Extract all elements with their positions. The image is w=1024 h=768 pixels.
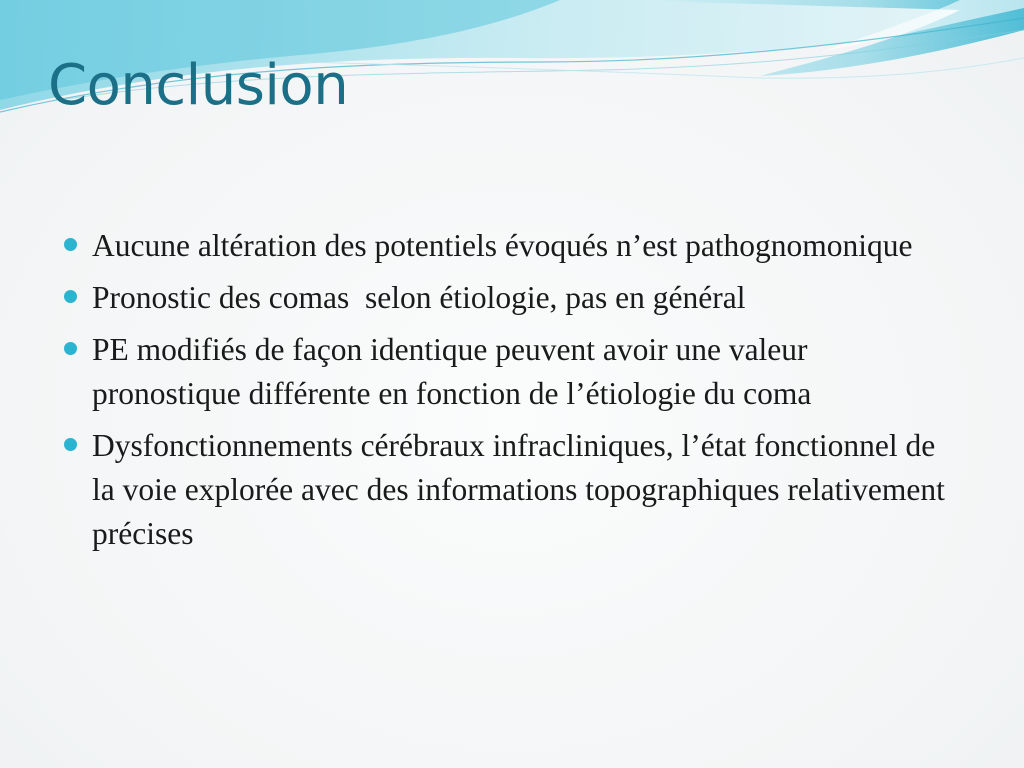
bullet-item (60, 424, 960, 556)
bullet-list (60, 224, 960, 564)
slide-title: Conclusion (48, 53, 349, 118)
bullet-dot-icon (64, 290, 77, 303)
bullet-dot-icon (64, 342, 77, 355)
bullet-item (60, 328, 960, 416)
bullet-text: Dysfonctionnements cérébraux infracliniques, l’état fonctionnel de la voie explorée avec des informations topographiques relativement précises (92, 428, 953, 551)
bullet-text: Pronostic des comas selon étiologie, pas en général (92, 280, 746, 315)
bullet-text: Aucune altération des potentiels évoqués n’est pathognomonique (92, 228, 913, 263)
bullet-text: PE modifiés de façon identique peuvent avoir une valeur pronostique différente en fonction de l’étiologie du coma (92, 332, 816, 411)
bullet-item (60, 276, 960, 320)
bullet-dot-icon (64, 238, 77, 251)
bullet-dot-icon (64, 438, 77, 451)
bullet-item (60, 224, 960, 268)
